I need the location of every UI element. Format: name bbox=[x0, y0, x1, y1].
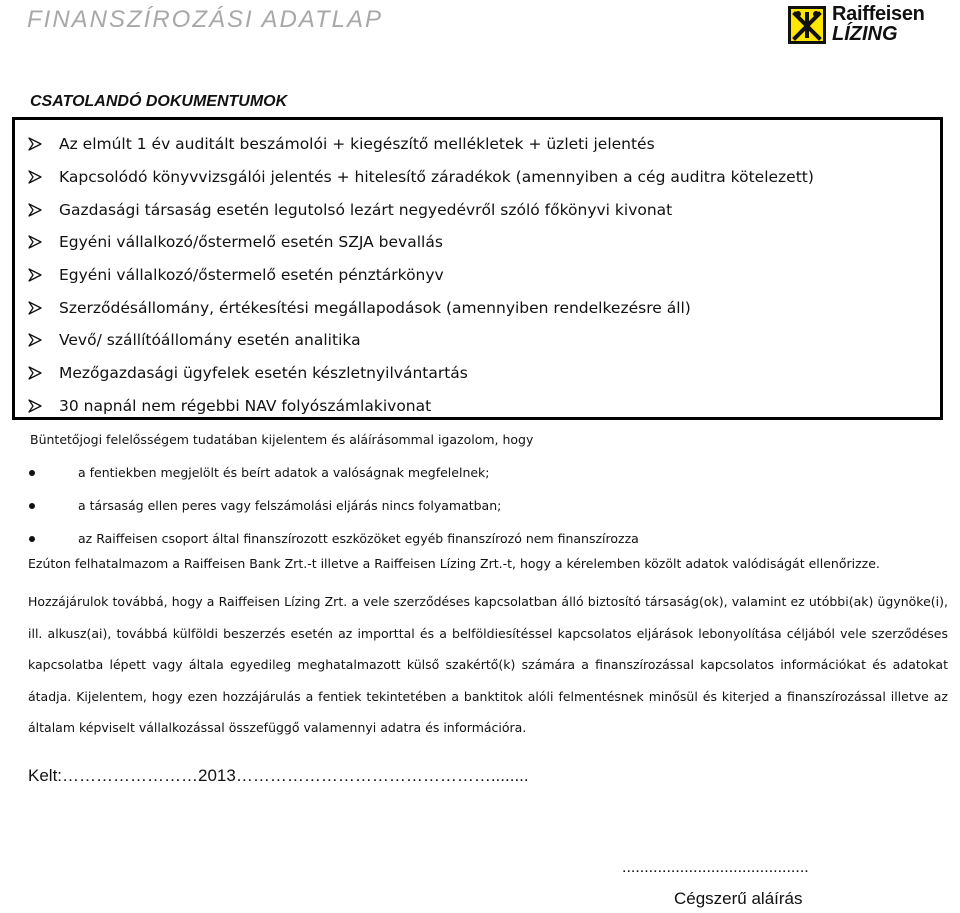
list-item bbox=[27, 226, 814, 259]
declaration-intro: Büntetőjogi felelősségem tudatában kijelentem és aláírásommal igazolom, hogy bbox=[30, 432, 534, 447]
attachment-text: Gazdasági társaság esetén legutolsó lezárt negyedévről szóló főkönyvi kivonat bbox=[59, 200, 673, 219]
date-field: Kelt:……………………2013………………………………………........ bbox=[28, 766, 529, 785]
arrow-bullet-icon bbox=[27, 300, 43, 316]
list-item bbox=[27, 259, 814, 292]
attachment-text: Szerződésállomány, értékesítési megállapodások (amennyiben rendelkezésre áll) bbox=[59, 298, 691, 317]
raiffeisen-logo bbox=[788, 4, 948, 46]
list-item bbox=[27, 390, 814, 423]
attachments-title: CSATOLANDÓ DOKUMENTUMOK bbox=[30, 93, 288, 110]
list-item bbox=[27, 357, 814, 390]
arrow-bullet-icon bbox=[27, 398, 43, 414]
list-item bbox=[27, 161, 814, 194]
logo-text-lizing: LÍZING bbox=[832, 23, 898, 45]
signature-label: Cégszerű aláírás bbox=[674, 889, 803, 908]
attachment-text: 30 napnál nem régebbi NAV folyószámlakivonat bbox=[59, 396, 432, 415]
attachment-text: Vevő/ szállítóállomány esetén analitika bbox=[59, 331, 361, 350]
raiffeisen-gable-cross-icon bbox=[788, 6, 826, 44]
bullet-dot-icon bbox=[29, 503, 35, 509]
arrow-bullet-icon bbox=[27, 267, 43, 283]
list-item bbox=[26, 489, 639, 522]
declaration-text: az Raiffeisen csoport által finanszírozott eszközöket egyéb finanszírozó nem finanszírozza bbox=[78, 531, 639, 546]
bullet-dot-icon bbox=[29, 536, 35, 542]
authorization-statement: Ezúton felhatalmazom a Raiffeisen Bank Zrt.-t illetve a Raiffeisen Lízing Zrt.-t, hogy a kérelemben közölt adatok valódiságát ellenőrizze. bbox=[28, 556, 880, 571]
attachment-text: Kapcsolódó könyvvizsgálói jelentés + hitelesítő záradékok (amennyiben a cég auditra kötelezett) bbox=[59, 168, 814, 187]
list-item bbox=[26, 522, 639, 555]
declaration-text: a fentiekben megjelölt és beírt adatok a valóságnak megfelelnek; bbox=[78, 465, 490, 480]
attachment-text: Egyéni vállalkozó/őstermelő esetén SZJA bevallás bbox=[59, 233, 443, 252]
arrow-bullet-icon bbox=[27, 169, 43, 185]
arrow-bullet-icon bbox=[27, 202, 43, 218]
arrow-bullet-icon bbox=[27, 365, 43, 381]
list-item bbox=[26, 456, 639, 489]
consent-paragraph: Hozzájárulok továbbá, hogy a Raiffeisen Lízing Zrt. a vele szerződéses kapcsolatban álló biztosító társaság(ok), valamint ez utóbbi(ak) ügynöke(i), ill. alkusz(ai), továbbá külföldi beszerzés esetén az importtal és a belföldiesítéssel kapcsolatos eljárások lebonyolítása céljából vele szerződéses kapcsolatba lépett vagy általa egyedileg meghatalmazott külső szakértő(k) számára a finanszírozással kapcsolatos információkat és adatokat átadja. Kijelentem, hogy ezen hozzájárulás a fentiek tekintetében a banktitok alóli felmentésnek minősül és kiterjed a finanszírozással illetve az általam képviselt vállalkozással összefüggő valamennyi adatra és információra. bbox=[28, 594, 948, 735]
arrow-bullet-icon bbox=[27, 234, 43, 250]
document-title: FINANSZÍROZÁSI ADATLAP bbox=[27, 6, 384, 33]
attachment-text: Egyéni vállalkozó/őstermelő esetén pénztárkönyv bbox=[59, 266, 444, 285]
list-item bbox=[27, 324, 814, 357]
arrow-bullet-icon bbox=[27, 136, 43, 152]
attachment-text: Mezőgazdasági ügyfelek esetén készletnyilvántartás bbox=[59, 364, 468, 383]
attachments-box bbox=[12, 117, 943, 420]
attachments-list bbox=[27, 128, 814, 422]
attachment-text: Az elmúlt 1 év auditált beszámolói + kiegészítő mellékletek + üzleti jelentés bbox=[59, 135, 655, 154]
list-item bbox=[27, 193, 814, 226]
list-item bbox=[27, 128, 814, 161]
declaration-text: a társaság ellen peres vagy felszámolási eljárás nincs folyamatban; bbox=[78, 498, 502, 513]
signature-line: .......................................... bbox=[622, 859, 809, 876]
declaration-list bbox=[26, 456, 639, 555]
bullet-dot-icon bbox=[29, 470, 35, 476]
logo-text-raiffeisen: Raiffeisen bbox=[832, 3, 925, 25]
arrow-bullet-icon bbox=[27, 332, 43, 348]
list-item bbox=[27, 291, 814, 324]
